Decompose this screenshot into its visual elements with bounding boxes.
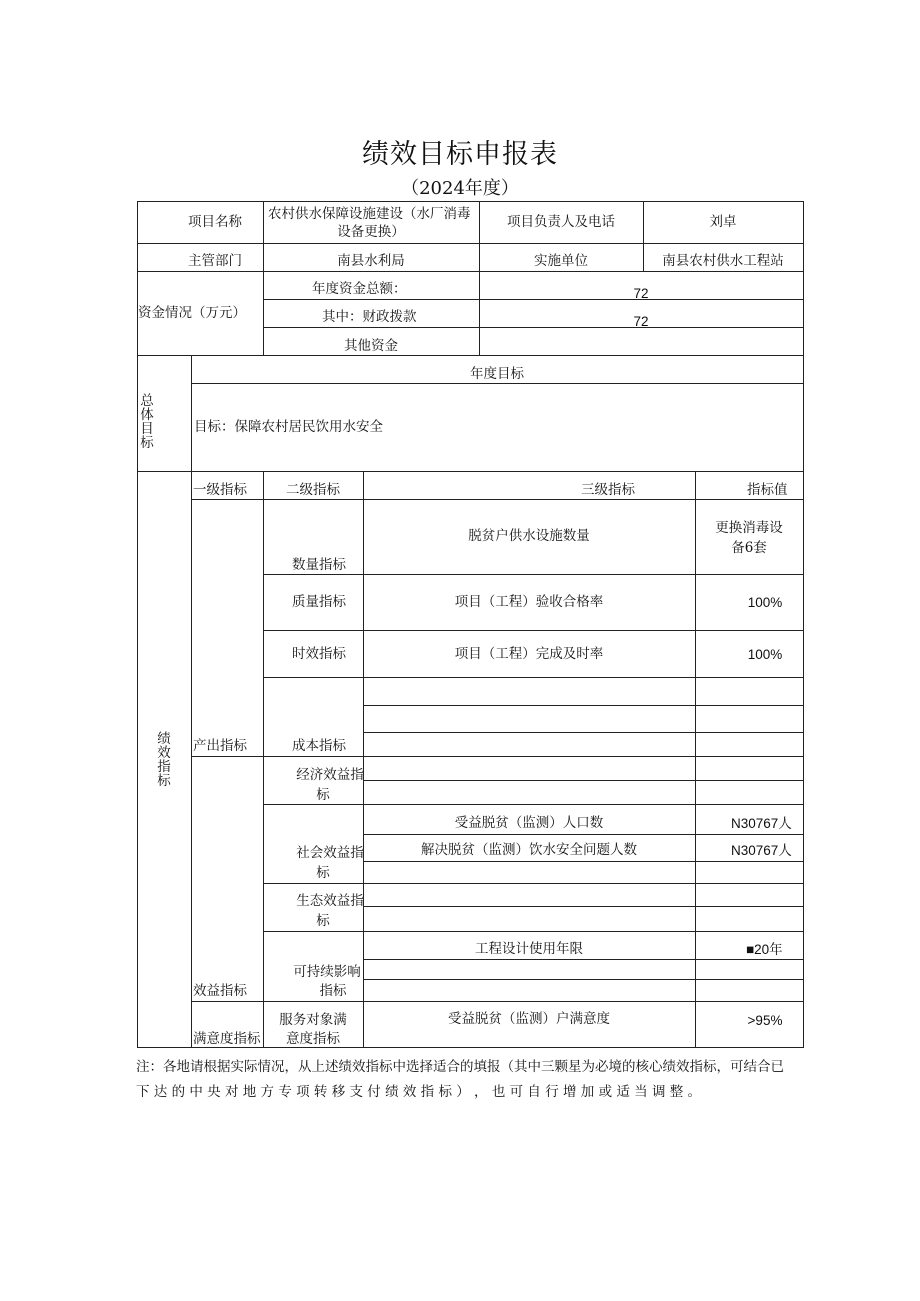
- funds-other-label: 其他资金: [344, 338, 398, 354]
- annual-goal-text: 目标：保障农村居民饮用水安全: [194, 419, 383, 435]
- leader-label: 项目负责人及电话: [507, 214, 615, 230]
- row-quantity-value-a: 更换消毒设: [715, 520, 783, 536]
- dept-label: 主管部门: [188, 253, 242, 269]
- row-social2-name: 解决脱贫（监测）饮水安全问题人数: [421, 842, 637, 858]
- impl-label: 实施单位: [534, 253, 588, 269]
- note-line-1: 注：各地请根据实际情况，从上述绩效指标中选择适合的填报（其中三颗星为必境的核心绩效指标，可结合已: [136, 1059, 784, 1075]
- level2-cost: 成本指标: [292, 738, 346, 754]
- level2-eco-a: 生态效益指: [296, 893, 364, 909]
- level2-timeliness: 时效指标: [292, 646, 346, 662]
- level2-social-b: 标: [316, 865, 330, 881]
- level2-social-a: 社会效益指: [296, 845, 364, 861]
- row-sustain-name: 工程设计使用年限: [475, 941, 583, 957]
- header-level2: 二级指标: [286, 482, 340, 498]
- row-social1-name: 受益脱贫（监测）人口数: [454, 815, 604, 831]
- row-social2-value: N30767人: [731, 843, 792, 858]
- row-social1-value: N30767人: [731, 816, 792, 831]
- overall-goal-label: 总体目标: [140, 393, 154, 451]
- project-name-line2: 设备更换）: [337, 224, 405, 240]
- row-quality-name: 项目（工程）验收合格率: [454, 594, 604, 610]
- level2-eco-b: 标: [316, 913, 330, 929]
- funds-fiscal-value: 72: [633, 314, 649, 329]
- level1-output: 产出指标: [193, 738, 247, 754]
- funds-total-value: 72: [633, 286, 649, 301]
- row-timeliness-name: 项目（工程）完成及时率: [454, 646, 604, 662]
- perf-label: 绩效指标: [157, 731, 171, 789]
- header-value: 指标值: [747, 482, 788, 498]
- note-line-2: 下 达 的 中 央 对 地 方 专 项 转 移 支 付 绩 效 指 标 ） ， 也 可 自 行 增 加 或 适 当 调 整 。: [136, 1084, 702, 1100]
- level2-service-a: 服务对象满: [279, 1012, 347, 1028]
- level2-economic-a: 经济效益指: [296, 767, 364, 783]
- level1-benefit: 效益指标: [193, 983, 247, 999]
- level2-quantity: 数量指标: [292, 557, 346, 573]
- year-subtitle: （2024年度）: [401, 178, 519, 199]
- dept-value: 南县水利局: [337, 253, 405, 269]
- funds-fiscal-label: 其中：财政拨款: [322, 309, 417, 325]
- level2-economic-b: 标: [316, 787, 330, 803]
- level2-sustain-b: 指标: [319, 983, 347, 999]
- annual-goal-header: 年度目标: [470, 366, 524, 382]
- row-service-value: >95%: [747, 1013, 783, 1028]
- level2-sustain-a: 可持续影响: [293, 964, 361, 980]
- row-quality-value: 100%: [747, 595, 783, 610]
- funds-label: 资金情况（万元）: [138, 305, 246, 321]
- leader-value: 刘卓: [709, 214, 737, 230]
- impl-value: 南县农村供水工程站: [662, 253, 784, 269]
- header-level1: 一级指标: [193, 482, 247, 498]
- project-name-line1: 农村供水保障设施建设（水厂消毒: [268, 206, 471, 222]
- project-name-label: 项目名称: [188, 214, 242, 230]
- level1-satisfaction: 满意度指标: [193, 1031, 261, 1047]
- row-timeliness-value: 100%: [747, 647, 783, 662]
- row-quantity-name: 脱贫户供水设施数量: [468, 528, 590, 544]
- page-title: 绩效目标申报表: [362, 139, 558, 170]
- header-level3: 三级指标: [581, 482, 635, 498]
- level2-service-b: 意度指标: [286, 1031, 340, 1047]
- row-service-name: 受益脱贫（监测）户满意度: [448, 1011, 610, 1027]
- level2-quality: 质量指标: [292, 594, 346, 610]
- row-quantity-value-b: 备6套: [731, 540, 767, 556]
- row-sustain-value: ■20年: [746, 942, 783, 957]
- funds-total-label: 年度资金总额：: [312, 281, 407, 297]
